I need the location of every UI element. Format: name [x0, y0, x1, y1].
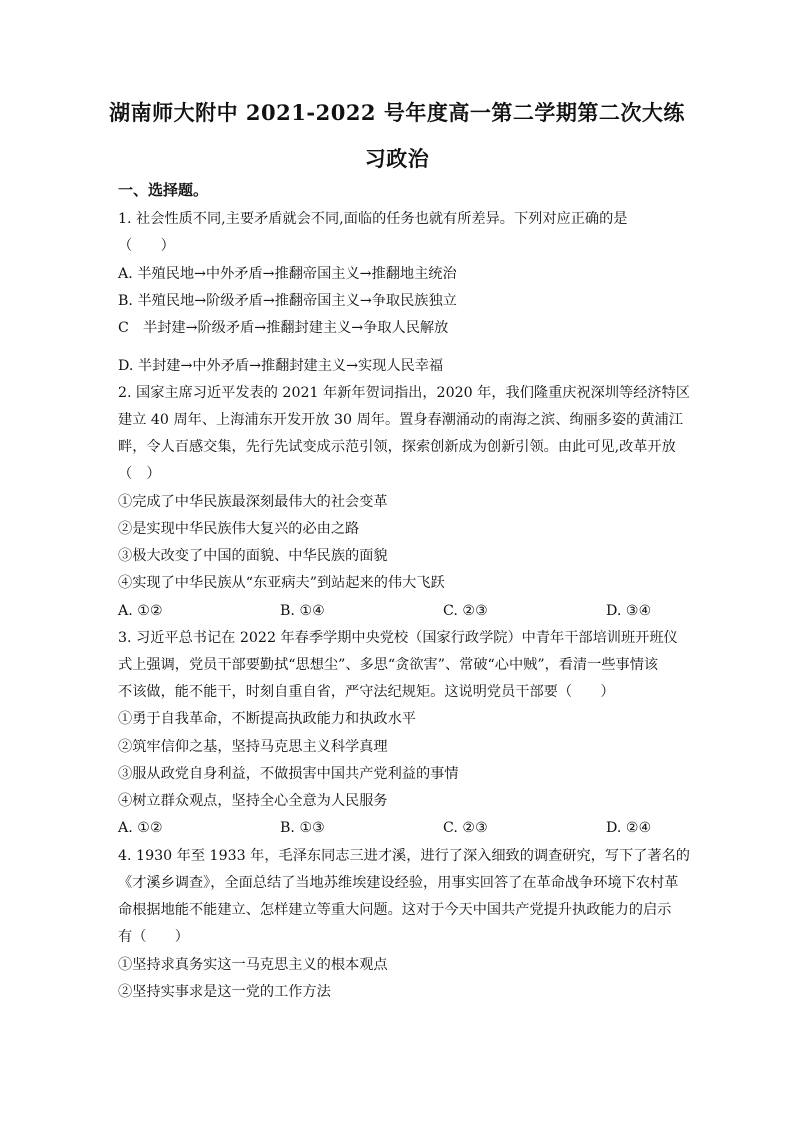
q1-option-d: D. 半封建→中外矛盾→推翻封建主义→实现人民幸福	[118, 358, 444, 374]
q1-stem-line-1: 1. 社会性质不同,主要矛盾就会不同,面临的任务也就有所差异。下列对应正确的是	[118, 211, 628, 227]
q4-item-2: ②坚持实事求是这一党的工作方法	[118, 984, 331, 1000]
q2-choice-a: A. ①②	[118, 603, 163, 619]
q4-stem-line-2: 《才溪乡调查》，全面总结了当地苏维埃建设经验，用事实回答了在革命战争环境下农村革	[118, 875, 679, 891]
q4-stem-line-3: 命根据地能不能建立、怎样建立等重大问题。这对于今天中国共产党提升执政能力的启示	[118, 902, 672, 918]
q2-stem-line-3: 畔，令人百感交集，先行先试变成示范引领，探索创新成为创新引领。由此可见,改革开放	[118, 439, 676, 455]
q2-item-4: ④实现了中华民族从“东亚病夫”到站起来的伟大飞跃	[118, 575, 445, 591]
q3-item-1: ①勇于自我革命，不断提高执政能力和执政水平	[118, 711, 416, 727]
q1-option-b: B. 半殖民地→阶级矛盾→推翻帝国主义→争取民族独立	[118, 293, 457, 309]
q1-stem-line-2: （ ）	[118, 238, 175, 254]
q2-stem-line-2: 建立 40 周年、上海浦东开发开放 30 周年。置身春潮涌动的南海之滨、绚丽多姿的黄浦江	[118, 412, 683, 428]
exam-title-line-2: 习政治	[364, 146, 430, 171]
q4-item-1: ①坚持求真务实这一马克思主义的根本观点	[118, 957, 388, 973]
q4-stem-line-1: 4. 1930 年至 1933 年，毛泽东同志三进才溪，进行了深入细致的调查研究，写下了著名的	[118, 848, 690, 864]
q2-choice-b: B. ①④	[280, 603, 325, 619]
q2-item-2: ②是实现中华民族伟大复兴的必由之路	[118, 521, 360, 537]
q4-stem-line-4: 有（ ）	[118, 929, 189, 945]
q3-choice-a: A. ①②	[118, 820, 163, 836]
q2-item-3: ③极大改变了中国的面貌、中华民族的面貌	[118, 548, 388, 564]
q2-stem-line-4: （ ）	[118, 466, 161, 482]
q3-item-2: ②筑牢信仰之基，坚持马克思主义科学真理	[118, 739, 388, 755]
q2-stem-line-1: 2. 国家主席习近平发表的 2021 年新年贺词指出，2020 年，我们隆重庆祝深圳等经济特区	[118, 385, 690, 401]
q3-item-4: ④树立群众观点，坚持全心全意为人民服务	[118, 793, 388, 809]
q3-choice-c: C. ②③	[443, 820, 488, 836]
q3-stem-line-3: 不该做，能不能干，时刻自重自省，严守法纪规矩。这说明党员干部要（ ）	[118, 684, 615, 700]
exam-title-line-1: 湖南师大附中 2021-2022 号年度高一第二学期第二次大练	[109, 100, 685, 125]
q3-choice-d: D. ②④	[606, 820, 652, 836]
q2-choice-d: D. ③④	[606, 603, 652, 619]
q3-choice-b: B. ①③	[280, 820, 325, 836]
q3-item-3: ③服从政党自身利益，不做损害中国共产党利益的事情	[118, 766, 459, 782]
q1-option-c: C 半封建→阶级矛盾→推翻封建主义→争取人民解放	[118, 320, 449, 336]
q1-option-a: A. 半殖民地→中外矛盾→推翻帝国主义→推翻地主统治	[118, 266, 457, 282]
section-heading: 一、选择题。	[118, 181, 209, 199]
q2-item-1: ①完成了中华民族最深刻最伟大的社会变革	[118, 494, 388, 510]
q3-stem-line-2: 式上强调，党员干部要勤拭“思想尘”、多思“贪欲害”、常破“心中贼”，看清一些事情该	[118, 657, 659, 673]
q3-stem-line-1: 3. 习近平总书记在 2022 年春季学期中央党校（国家行政学院）中青年干部培训班开班仪	[118, 630, 678, 646]
q2-choice-c: C. ②③	[443, 603, 488, 619]
